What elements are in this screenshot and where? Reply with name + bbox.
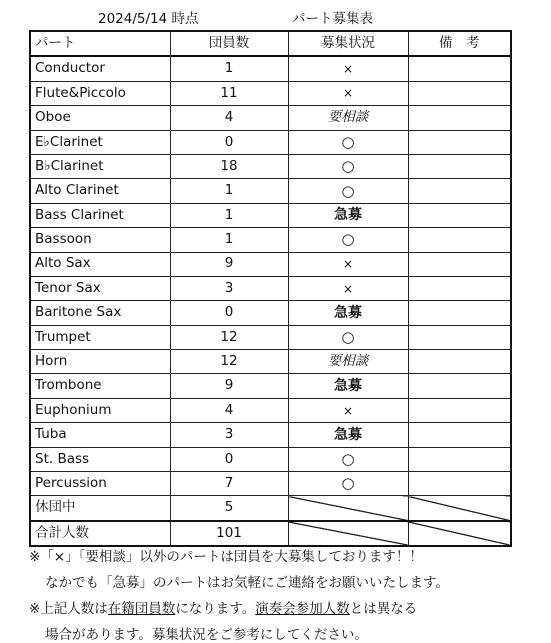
remarks-cell: [408, 252, 511, 276]
remarks-cell: [408, 350, 511, 374]
part-name: Bass Clarinet: [30, 203, 170, 227]
remarks-cell: [408, 228, 511, 252]
recruit-status: ×: [288, 81, 408, 105]
note-text: ※上記人数は: [29, 601, 108, 617]
total-row: [30, 521, 511, 546]
part-name: Alto Sax: [30, 252, 170, 276]
part-name: Alto Clarinet: [30, 179, 170, 203]
remarks-cell: [408, 130, 511, 154]
note-text: になります。: [175, 601, 256, 617]
remarks-cell: [408, 203, 511, 227]
blank-remarks-cell: [408, 521, 511, 546]
member-count: 1: [170, 228, 288, 252]
table-row: [30, 228, 511, 252]
recruit-status: 急募: [288, 203, 408, 227]
table-row: [30, 106, 511, 130]
remarks-cell: [408, 81, 511, 105]
member-count: 7: [170, 472, 288, 496]
part-name: St. Bass: [30, 447, 170, 471]
note-text: とは異なる: [349, 601, 418, 617]
recruit-status: ×: [288, 276, 408, 300]
recruit-status: ×: [288, 398, 408, 422]
recruit-status: ○: [288, 228, 408, 252]
remarks-cell: [408, 398, 511, 422]
recruit-status: ×: [288, 252, 408, 276]
part-name: Tenor Sax: [30, 276, 170, 300]
table-row: [30, 301, 511, 325]
table-row: [30, 154, 511, 178]
blank-remarks-cell: [408, 496, 511, 521]
part-name: Tuba: [30, 423, 170, 447]
remarks-cell: [408, 423, 511, 447]
note-line-3: [29, 597, 417, 617]
part-name: Oboe: [30, 106, 170, 130]
recruit-status: 急募: [288, 423, 408, 447]
part-name: B♭Clarinet: [30, 154, 170, 178]
column-header-count: 団員数: [170, 31, 288, 56]
note-line-1: ※「×」「要相談」以外のパートは団員を大募集しております！！: [29, 549, 423, 565]
member-count: 0: [170, 301, 288, 325]
recruit-status: 要相談: [288, 350, 408, 374]
table-row: [30, 56, 511, 81]
remarks-cell: [408, 154, 511, 178]
part-name: Conductor: [30, 56, 170, 81]
total-label: 合計人数: [30, 521, 170, 546]
table-header-row: [30, 31, 511, 56]
remarks-cell: [408, 447, 511, 471]
part-name: Trumpet: [30, 325, 170, 349]
part-name: E♭Clarinet: [30, 130, 170, 154]
inactive-row: [30, 496, 511, 521]
note-line-2: なかでも「急募」のパートはお気軽にご連絡をお願いいたします。: [45, 575, 449, 591]
table-row: [30, 276, 511, 300]
part-name: Horn: [30, 350, 170, 374]
table-row: [30, 203, 511, 227]
table-row: [30, 423, 511, 447]
part-name: Bassoon: [30, 228, 170, 252]
recruit-status: ○: [288, 154, 408, 178]
recruit-status: ○: [288, 130, 408, 154]
member-count: 3: [170, 276, 288, 300]
member-count: 1: [170, 179, 288, 203]
member-count: 11: [170, 81, 288, 105]
remarks-cell: [408, 276, 511, 300]
recruit-status: ×: [288, 56, 408, 81]
note-underlined-text: 在籍団員数: [107, 601, 176, 617]
member-count: 1: [170, 203, 288, 227]
member-count: 12: [170, 350, 288, 374]
part-name: Flute&Piccolo: [30, 81, 170, 105]
note-underlined-text: 演奏会参加人数: [255, 601, 350, 617]
table-row: [30, 447, 511, 471]
member-count: 9: [170, 252, 288, 276]
remarks-cell: [408, 374, 511, 398]
page-title: パート募集表: [292, 11, 373, 27]
member-count: 3: [170, 423, 288, 447]
member-count: 18: [170, 154, 288, 178]
member-count: 12: [170, 325, 288, 349]
recruit-status: ○: [288, 325, 408, 349]
blank-status-cell: [288, 521, 408, 546]
inactive-count: 5: [170, 496, 288, 521]
note-line-4: 場合があります。募集状況をご参考にしてください。: [45, 627, 368, 643]
total-count: 101: [170, 521, 288, 546]
part-name: Euphonium: [30, 398, 170, 422]
table-row: [30, 81, 511, 105]
blank-status-cell: [288, 496, 408, 521]
inactive-label: 休団中: [30, 496, 170, 521]
member-count: 0: [170, 447, 288, 471]
member-count: 4: [170, 106, 288, 130]
member-count: 4: [170, 398, 288, 422]
table-row: [30, 472, 511, 496]
table-row: [30, 252, 511, 276]
date-label: 2024/5/14 時点: [98, 11, 199, 27]
remarks-cell: [408, 56, 511, 81]
recruit-status: 要相談: [288, 106, 408, 130]
recruit-status: 急募: [288, 374, 408, 398]
part-name: Trombone: [30, 374, 170, 398]
table-row: [30, 350, 511, 374]
table-row: [30, 374, 511, 398]
remarks-cell: [408, 179, 511, 203]
table-row: [30, 398, 511, 422]
recruitment-table: [29, 30, 512, 547]
remarks-cell: [408, 325, 511, 349]
recruit-status: ○: [288, 447, 408, 471]
part-name: Percussion: [30, 472, 170, 496]
member-count: 9: [170, 374, 288, 398]
member-count: 0: [170, 130, 288, 154]
member-count: 1: [170, 56, 288, 81]
column-header-part: パート: [30, 31, 170, 56]
table-row: [30, 179, 511, 203]
recruit-status: 急募: [288, 301, 408, 325]
remarks-cell: [408, 301, 511, 325]
recruit-status: ○: [288, 179, 408, 203]
column-header-remarks: 備 考: [408, 31, 511, 56]
remarks-cell: [408, 472, 511, 496]
table-row: [30, 325, 511, 349]
remarks-cell: [408, 106, 511, 130]
table-row: [30, 130, 511, 154]
part-name: Baritone Sax: [30, 301, 170, 325]
column-header-status: 募集状況: [288, 31, 408, 56]
recruit-status: ○: [288, 472, 408, 496]
